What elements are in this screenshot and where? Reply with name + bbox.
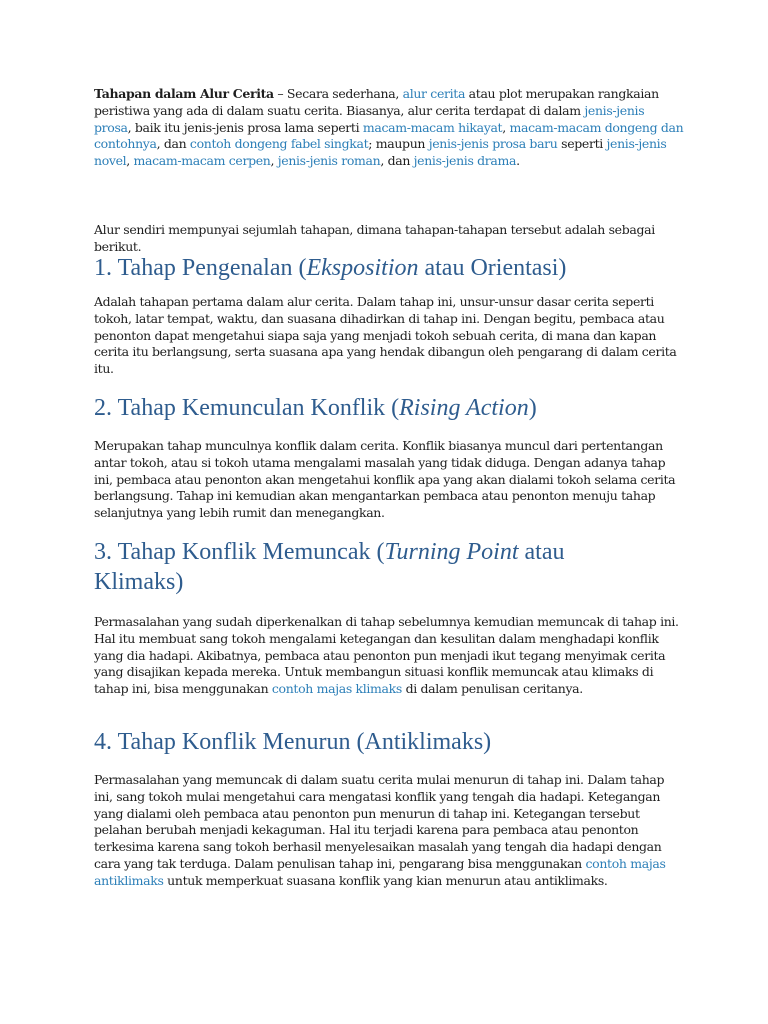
intro-text: .: [516, 153, 520, 169]
intro-text: , dan: [380, 153, 414, 169]
link-macam-macam-hikayat[interactable]: macam-macam hikayat: [362, 119, 503, 135]
alur-tahapan-paragraph: Alur sendiri mempunyai sejumlah tahapan, dimana tahapan-tahapan tersebut adalah sebagai berikut.: [94, 222, 655, 254]
intro-text: seperti: [557, 136, 607, 152]
intro-text: , baik itu jenis-jenis prosa lama seperti: [127, 119, 363, 135]
link-contoh-dongeng-fabel[interactable]: contoh dongeng fabel singkat: [189, 136, 369, 152]
section-2-heading: 2. Tahap Kemunculan Konflik (Rising Action): [94, 395, 537, 421]
intro-text: atau plot merupakan rangkaian peristiwa yang ada di dalam suatu cerita. Biasanya, alur cerita terdapat di dalam: [94, 86, 659, 118]
intro-text: ,: [126, 153, 134, 169]
link-jenis-jenis-prosa-baru[interactable]: jenis-jenis prosa baru: [428, 136, 558, 152]
link-jenis-jenis-roman[interactable]: jenis-jenis roman: [277, 153, 381, 169]
section-2-body: Merupakan tahap munculnya konflik dalam cerita. Konflik biasanya muncul dari pertentangan antar tokoh, atau si tokoh utama mengalami masalah yang tidak diduga. Dengan adanya tahap ini, pembaca atau penonton akan mengetahui konflik apa yang akan dialami tokoh selama cerita berlangsung. Tahap ini kemudian akan mengantarkan pembaca atau penonton menuju tahap selanjutnya yang lebih rumit dan menegangkan.: [94, 438, 676, 521]
link-macam-macam-cerpen[interactable]: macam-macam cerpen: [133, 153, 271, 169]
link-contoh-majas-klimaks[interactable]: contoh majas klimaks: [271, 681, 402, 697]
section-4-heading: 4. Tahap Konflik Menurun (Antiklimaks): [94, 729, 492, 755]
intro-text: – Secara sederhana,: [273, 86, 403, 101]
section-4-body: Permasalahan yang memuncak di dalam suatu cerita mulai menurun di tahap ini. Dalam tahap ini, sang tokoh mulai mengetahui cara mengatasi konflik yang tengah dia hadapi. Ketegangan yang dialami oleh pembaca atau penonton pun menurun di tahap ini. Ketegangan tersebut pelahan berubah menjadi kekaguman. Hal itu terjadi karena para pembaca atau penonton terkesima karena sang tokoh berhasil menyelesaikan masalah yang tengah dia hadapi dengan cara yang tak terduga. Dalam penulisan tahap ini, pengarang bisa menggunakan contoh majas antiklimaks untuk memperkuat suasana konflik yang kian menurun atau antiklimaks.: [94, 772, 666, 888]
intro-text: ,: [270, 153, 278, 169]
intro-text: ,: [502, 119, 510, 135]
intro-lead-title: Tahapan dalam Alur Cerita: [94, 86, 274, 101]
intro-text: , dan: [156, 136, 190, 152]
link-macam-macam-dongeng[interactable]: macam-macam dongeng dan contohnya: [94, 119, 684, 152]
intro-paragraph: [94, 86, 684, 170]
section-3-body: Permasalahan yang sudah diperkenalkan di tahap sebelumnya kemudian memuncak di tahap ini. Hal itu membuat sang tokoh mengalami ketegangan dan kesulitan dalam menghadapi konflik yang dia hadapi. Akibatnya, pembaca atau penonton pun menjadi ikut tegang menyimak cerita yang disajikan kepada mereka. Untuk membangun situasi konflik memuncak atau klimaks di tahap ini, bisa menggunakan contoh majas klimaks di dalam penulisan ceritanya.: [94, 614, 679, 697]
link-alur-cerita[interactable]: alur cerita: [402, 86, 466, 101]
intro-text: ; maupun: [368, 136, 429, 152]
link-jenis-jenis-novel[interactable]: jenis-jenis novel: [94, 136, 667, 169]
section-1-heading: 1. Tahap Pengenalan (Eksposition atau Orientasi): [94, 255, 567, 281]
section-3-heading: 3. Tahap Konflik Memuncak (Turning Point atau Klimaks): [94, 539, 565, 595]
section-1-body: Adalah tahapan pertama dalam alur cerita. Dalam tahap ini, unsur-unsur dasar cerita seperti tokoh, latar tempat, waktu, dan suasana dihadirkan di tahap ini. Dengan begitu, pembaca atau penonton dapat mengetahui siapa saja yang menjadi tokoh sebuah cerita, di mana dan kapan cerita itu berlangsung, serta suasana apa yang hendak dibangun oleh pengarang di dalam cerita itu.: [94, 294, 677, 377]
link-contoh-majas-antiklimaks[interactable]: contoh majas antiklimaks: [94, 855, 666, 888]
link-jenis-jenis-prosa[interactable]: jenis-jenis prosa: [94, 102, 645, 135]
link-jenis-jenis-drama[interactable]: jenis-jenis drama: [413, 153, 517, 169]
